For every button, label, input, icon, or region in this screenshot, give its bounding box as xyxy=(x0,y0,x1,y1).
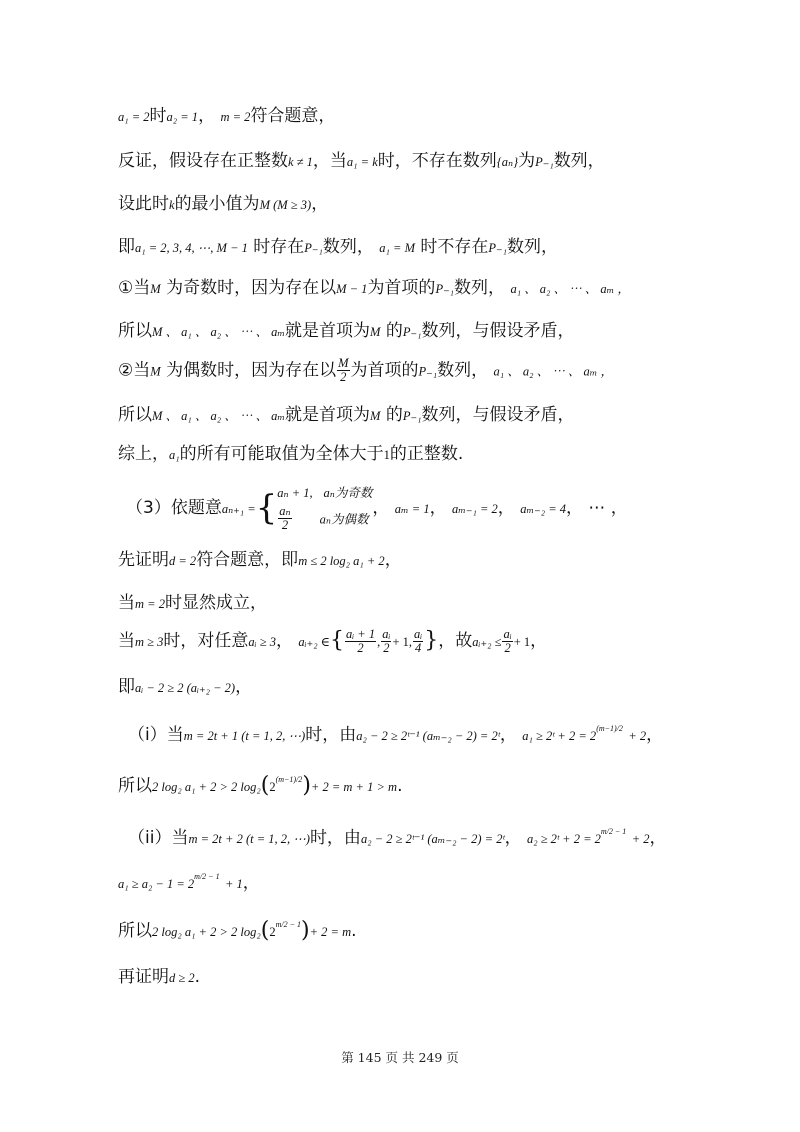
case-1-cond: aₙ为奇数 xyxy=(323,486,373,500)
math: a₁ 、 a₂ 、 ⋯ 、 aₘ ， xyxy=(510,282,630,296)
text: 数列，与假设矛盾， xyxy=(421,405,575,425)
denominator: 4 xyxy=(415,640,422,655)
math: a₁ xyxy=(169,448,180,462)
text: ， xyxy=(497,498,515,518)
text: ，故 xyxy=(438,631,473,651)
line-4 xyxy=(118,235,558,260)
math: a₁ = 2, 3, 4, ⋯, M − 1 xyxy=(135,241,248,255)
text: 所以 xyxy=(118,405,152,425)
line-2 xyxy=(118,149,605,174)
line-18 xyxy=(118,865,260,896)
math: M − 1 xyxy=(336,282,368,296)
math: m = 2t + 1 (t = 1, 2, ⋯) xyxy=(183,729,306,743)
math: d = 2 xyxy=(169,554,197,568)
math: a₁ = 2 xyxy=(118,110,150,124)
numerator: aₙ xyxy=(279,504,291,518)
math: + 1 xyxy=(513,635,531,649)
line-11 xyxy=(118,548,402,573)
text: 反证，假设存在正整数 xyxy=(118,151,288,171)
text: 时 xyxy=(149,106,167,126)
math: M 、 a₁ 、 a₂ 、 ⋯ 、 aₘ xyxy=(152,325,286,339)
math: a₂ − 2 ≥ 2ᵗ⁻¹ (aₘ₋₂ − 2) = 2ᵗ xyxy=(360,832,505,846)
math: a₁ ≥ a₂ − 1 = 2 xyxy=(118,877,195,891)
text: ， xyxy=(504,828,522,848)
text: 的 xyxy=(385,405,403,425)
text: 时，对任意 xyxy=(163,631,249,651)
text: 符合题意， xyxy=(250,106,336,126)
text: 时不存在 xyxy=(420,237,489,257)
text: 数列， xyxy=(553,151,605,171)
text: 数列， xyxy=(322,237,374,257)
line-17 xyxy=(128,820,667,851)
exponent: m/2 − 1 xyxy=(275,920,301,929)
text: ， xyxy=(646,725,664,745)
math: M 、 a₁ 、 a₂ 、 ⋯ 、 aₘ xyxy=(152,409,286,423)
line-10 xyxy=(126,478,628,539)
numerator: M xyxy=(338,356,349,370)
text: ， xyxy=(235,677,253,697)
text: ， xyxy=(649,828,667,848)
math: m = 2 xyxy=(135,597,165,611)
fraction xyxy=(345,628,376,655)
math: a₁ ≥ 2ᵗ + 2 = 2 xyxy=(522,729,597,743)
case-2-cond: aₙ为偶数 xyxy=(319,512,369,527)
exponent: (m−1)/2 xyxy=(596,724,623,733)
right-paren-glyph: ) xyxy=(302,773,311,798)
text: ， xyxy=(530,631,548,651)
numerator: aᵢ xyxy=(414,626,423,641)
math: k xyxy=(169,198,175,212)
left-paren-glyph: ( xyxy=(260,918,270,943)
piecewise xyxy=(256,478,373,538)
numerator: aᵢ xyxy=(503,626,512,641)
text: ， ⋯ ， xyxy=(566,498,628,518)
text: 所以 xyxy=(118,321,152,341)
math: 1 xyxy=(383,448,390,462)
text: （i）当 xyxy=(128,725,184,745)
math: m ≥ 3 xyxy=(135,635,164,649)
math: aᵢ − 2 ≥ 2 (aᵢ₊₂ − 2) xyxy=(135,681,236,695)
text: 时，由 xyxy=(309,828,361,848)
math: M xyxy=(150,282,161,296)
math: 2 xyxy=(269,780,276,794)
text: ， xyxy=(499,725,517,745)
math: aₘ₋₁ = 2 xyxy=(452,502,498,516)
case-1-expr: aₙ + 1, xyxy=(277,486,313,500)
text: （3）依题意 xyxy=(126,498,222,518)
numerator: aᵢ + 1 xyxy=(345,626,376,641)
text: ， xyxy=(242,873,260,893)
line-19 xyxy=(118,913,357,944)
line-12 xyxy=(118,591,267,616)
math: + 2 = m + 1 > m xyxy=(310,780,398,794)
math: a₁ = k xyxy=(346,155,378,169)
math: d ≥ 2 xyxy=(169,971,195,985)
math: a₂ ≥ 2ᵗ + 2 = 2 xyxy=(526,832,601,846)
math: + 1 xyxy=(224,877,243,891)
math: m ≤ 2 log₂ a₁ + 2 xyxy=(298,554,385,568)
math: a₂ = 1 xyxy=(166,110,199,124)
text: ， xyxy=(198,106,216,126)
math: m = 2 xyxy=(220,110,251,124)
text: ， xyxy=(311,194,329,214)
line-7 xyxy=(118,357,613,384)
math: 2 log₂ a₁ + 2 > 2 log₂ xyxy=(152,780,261,794)
text: 数列， xyxy=(437,360,489,381)
line-15 xyxy=(128,717,663,748)
math: + 2 = m xyxy=(309,925,352,939)
math: P₋₁ xyxy=(402,409,422,423)
numerator: aᵢ xyxy=(382,626,391,641)
left-brace-glyph: { xyxy=(329,628,344,653)
text: . xyxy=(351,921,357,941)
math: a₁ = M xyxy=(379,241,415,255)
text: 综上， xyxy=(118,444,169,464)
exponent: m/2 − 1 xyxy=(600,827,627,836)
text: 数列， xyxy=(507,237,558,257)
math: aₘ₋₂ = 4 xyxy=(520,502,566,516)
fraction xyxy=(502,628,512,655)
denominator: 2 xyxy=(383,640,390,655)
line-9 xyxy=(118,442,463,467)
text: 就是首项为 xyxy=(285,321,371,341)
math: k ≠ 1 xyxy=(288,155,313,169)
text: 为偶数时，因为存在以 xyxy=(166,360,337,381)
text: 时，由 xyxy=(305,725,357,745)
text: 为首项的 xyxy=(350,360,419,381)
math: P₋₁ xyxy=(304,241,323,255)
text: 设此时 xyxy=(118,194,169,214)
math: + 2 xyxy=(631,832,650,846)
math: aᵢ₊₂ ≤ xyxy=(472,635,502,649)
math: M (M ≥ 3) xyxy=(259,198,312,212)
text: ，当 xyxy=(312,151,347,171)
denominator: 2 xyxy=(340,370,347,384)
line-6 xyxy=(118,319,574,344)
line-13 xyxy=(118,624,547,659)
text: 的所有可能取值为全体大于 xyxy=(179,444,384,464)
text: 时存在 xyxy=(253,237,305,257)
fraction xyxy=(381,628,391,655)
text: 数列， xyxy=(454,278,506,298)
line-1 xyxy=(118,104,335,129)
left-brace-glyph: { xyxy=(255,488,278,528)
line-8 xyxy=(118,403,574,428)
text: 当 xyxy=(118,593,135,613)
fraction xyxy=(413,628,423,655)
denominator: 2 xyxy=(281,518,289,532)
math: 2 xyxy=(269,925,276,939)
text: 即 xyxy=(118,237,135,257)
text: 时显然成立， xyxy=(164,593,267,613)
text: 时，不存在数列 xyxy=(377,151,497,171)
math: + 2 xyxy=(628,729,647,743)
text: ， xyxy=(372,498,390,518)
right-brace-glyph: } xyxy=(424,628,439,653)
text: 再证明 xyxy=(118,967,169,987)
math: aₘ = 1 xyxy=(394,502,430,516)
math: P₋₁ xyxy=(535,155,554,169)
text: ， xyxy=(275,631,293,651)
line-20 xyxy=(118,965,200,990)
math: P₋₁ xyxy=(435,282,455,296)
text: 就是首项为 xyxy=(285,405,371,425)
math: M xyxy=(150,364,161,379)
line-5 xyxy=(118,276,630,301)
math: M xyxy=(370,325,381,339)
text: 的 xyxy=(385,321,403,341)
text: 为 xyxy=(518,151,536,171)
text: 即 xyxy=(118,677,135,697)
math: a₂ − 2 ≥ 2ᵗ⁻¹ (aₘ₋₂ − 2) = 2ᵗ xyxy=(356,729,500,743)
text: 数列，与假设矛盾， xyxy=(421,321,575,341)
text: （ii）当 xyxy=(128,828,189,848)
math: a₁ 、 a₂ 、 ⋯ 、 aₘ ， xyxy=(493,364,613,379)
text: 当 xyxy=(118,631,135,651)
text: ， xyxy=(384,550,402,570)
math: + 1, xyxy=(392,635,413,649)
fraction xyxy=(278,505,291,532)
text: 所以 xyxy=(118,921,152,941)
exponent: m/2 − 1 xyxy=(194,872,220,881)
exponent: (m−1)/2 xyxy=(275,775,303,784)
text: . xyxy=(194,967,201,987)
math: M xyxy=(370,409,381,423)
text: 为首项的 xyxy=(367,278,436,298)
math: P₋₁ xyxy=(402,325,422,339)
text: . xyxy=(397,776,403,796)
page-footer: 第 145 页 共 249 页 xyxy=(341,1050,459,1065)
text: 的正整数. xyxy=(389,444,464,464)
math: aₙ₊₁ = xyxy=(221,502,256,516)
text: 符合题意，即 xyxy=(196,550,299,570)
text: ， xyxy=(429,498,447,518)
math: aᵢ ≥ 3 xyxy=(248,635,276,649)
line-3 xyxy=(118,192,328,217)
math: m = 2t + 2 (t = 1, 2, ⋯) xyxy=(188,832,310,846)
denominator: 2 xyxy=(357,640,364,655)
math: P₋₁ xyxy=(418,364,438,379)
text: ①当 xyxy=(118,278,151,298)
math: aᵢ₊₂ ∈ xyxy=(298,635,330,649)
denominator: 2 xyxy=(504,640,511,655)
math: 2 log₂ a₁ + 2 > 2 log₂ xyxy=(152,925,261,939)
math: P₋₁ xyxy=(488,241,507,255)
piecewise-rows xyxy=(277,484,372,532)
text: 的最小值为 xyxy=(174,194,260,214)
line-14 xyxy=(118,675,252,700)
text: 为奇数时，因为存在以 xyxy=(166,278,337,298)
left-paren-glyph: ( xyxy=(260,773,270,798)
fraction xyxy=(337,357,349,384)
text: 所以 xyxy=(118,776,152,796)
line-16 xyxy=(118,768,402,799)
text: ②当 xyxy=(118,360,151,381)
right-paren-glyph: ) xyxy=(300,918,310,943)
text: 先证明 xyxy=(118,550,169,570)
math: {aₙ} xyxy=(496,155,519,169)
comma: , xyxy=(377,635,381,649)
